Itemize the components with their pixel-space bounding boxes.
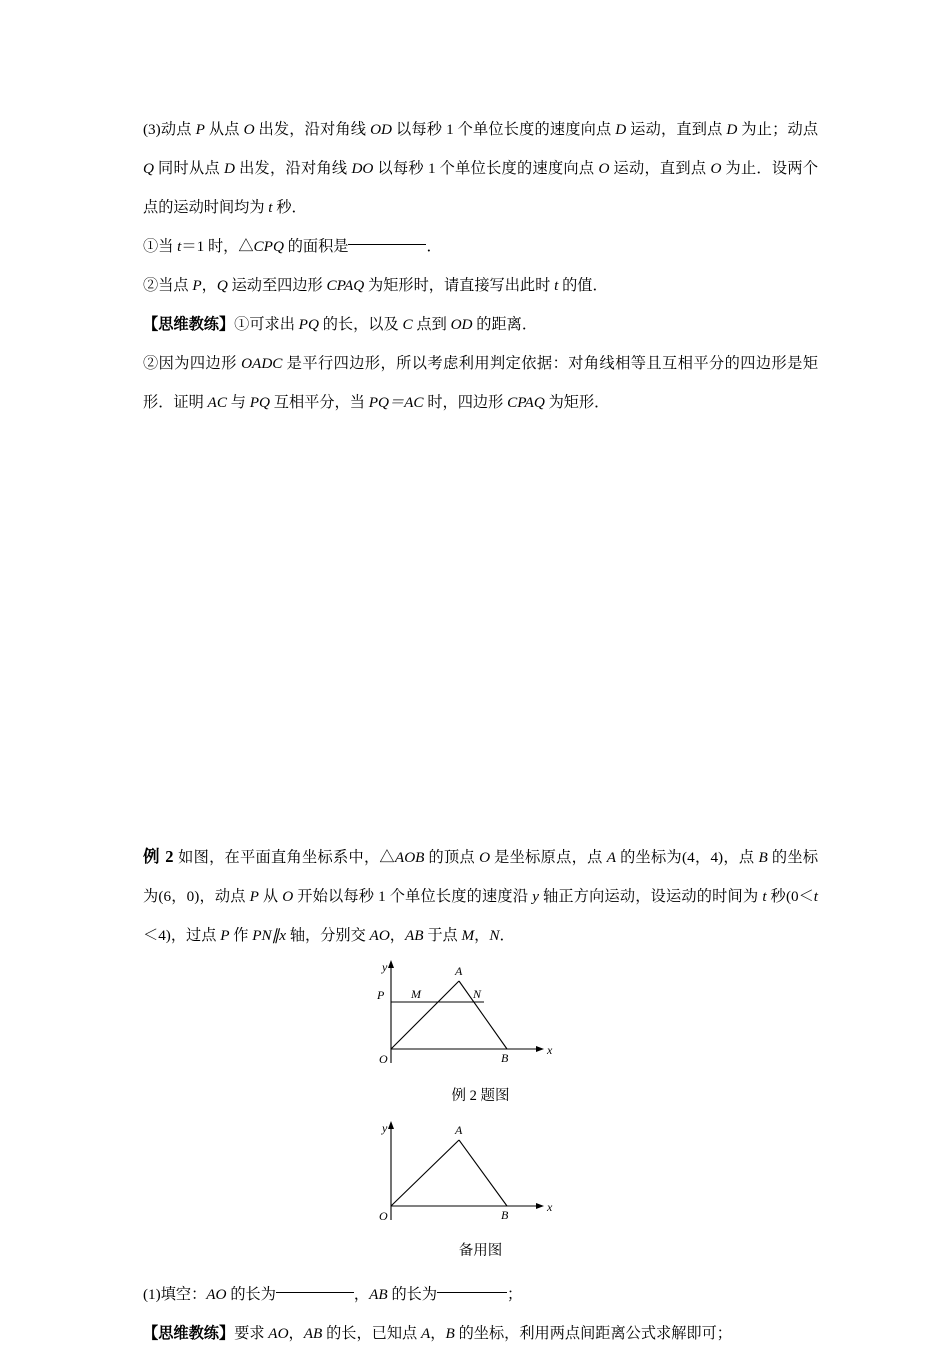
svg-text:B: B	[500, 1051, 508, 1065]
fill-in-blank	[348, 229, 426, 245]
fill-in-blank	[276, 1277, 354, 1293]
figure-2-caption: 备用图	[458, 1243, 503, 1259]
svg-text:A: A	[454, 964, 462, 978]
hint-paragraph-1: 【思维教练】①可求出 PQ 的长，以及 C 点到 OD 的距离．	[143, 316, 538, 333]
page-content	[143, 110, 818, 1353]
example-2-heading	[143, 837, 818, 955]
svg-text:y: y	[381, 1121, 387, 1135]
svg-text:M: M	[410, 987, 421, 1001]
svg-text:y: y	[381, 960, 387, 974]
svg-text:x: x	[546, 1043, 552, 1057]
paragraph-3-item2: ②当点 P，Q 运动至四边形 CPAQ 为矩形时，请直接写出此时 t 的值．	[143, 277, 608, 294]
svg-text:A: A	[454, 1123, 462, 1137]
figure-2	[143, 1116, 818, 1265]
figure-2-svg	[351, 1116, 611, 1228]
figure-1	[143, 955, 818, 1110]
svg-text:x: x	[546, 1200, 552, 1214]
question-1: (1)填空：AO 的长为 ，AB 的长为 ；	[143, 1275, 818, 1314]
svg-text:N: N	[472, 987, 481, 1001]
svg-text:O: O	[378, 1209, 388, 1223]
hint-paragraph-2: ②因为四边形 OADC 是平行四边形，所以考虑利用判定依据：对角线相等且互相平分的四边形是矩形．证明 AC 与 PQ 互相平分，当 PQ＝AC 时，四边形 CPAQ 为矩形．	[143, 355, 819, 411]
svg-text:P: P	[376, 988, 384, 1002]
fill-in-blank	[437, 1277, 507, 1293]
svg-text:O: O	[378, 1052, 388, 1066]
svg-text:B: B	[500, 1208, 508, 1222]
question-1-hint: 【思维教练】要求 AO，AB 的长，已知点 A，B 的坐标，利用两点间距离公式求解即可；	[143, 1325, 732, 1342]
blank-work-space	[143, 422, 818, 837]
figure-1-caption: 例 2 题图	[451, 1088, 510, 1104]
paragraph-3: (3)动点 P 从点 O 出发，沿对角线 OD 以每秒 1 个单位长度的速度向点 D 运动，直到点 D 为止；动点 Q 同时从点 D 出发，沿对角线 DO 以每秒 1 个单位长度的速度向点 O 运动，直到点 O 为止．设两个点的运动时间均为 t 秒．	[143, 121, 819, 216]
example-label: 例 2	[143, 847, 174, 866]
figure-1-svg	[351, 955, 611, 1073]
paragraph-3-item1: ①当 t＝1 时，△CPQ 的面积是 ．	[143, 227, 818, 266]
example-body: 如图，在平面直角坐标系中，△AOB 的顶点 O 是坐标原点，点 A 的坐标为(4，4)，点 B 的坐标为(6，0)，动点 P 从 O 开始以每秒 1 个单位长度的速度沿 y 轴正方向运动，设运动的时间为 t 秒(0＜t＜4)，过点 P 作 PN∥x 轴，分别交 AO，AB 于点 M，N．	[143, 849, 819, 944]
